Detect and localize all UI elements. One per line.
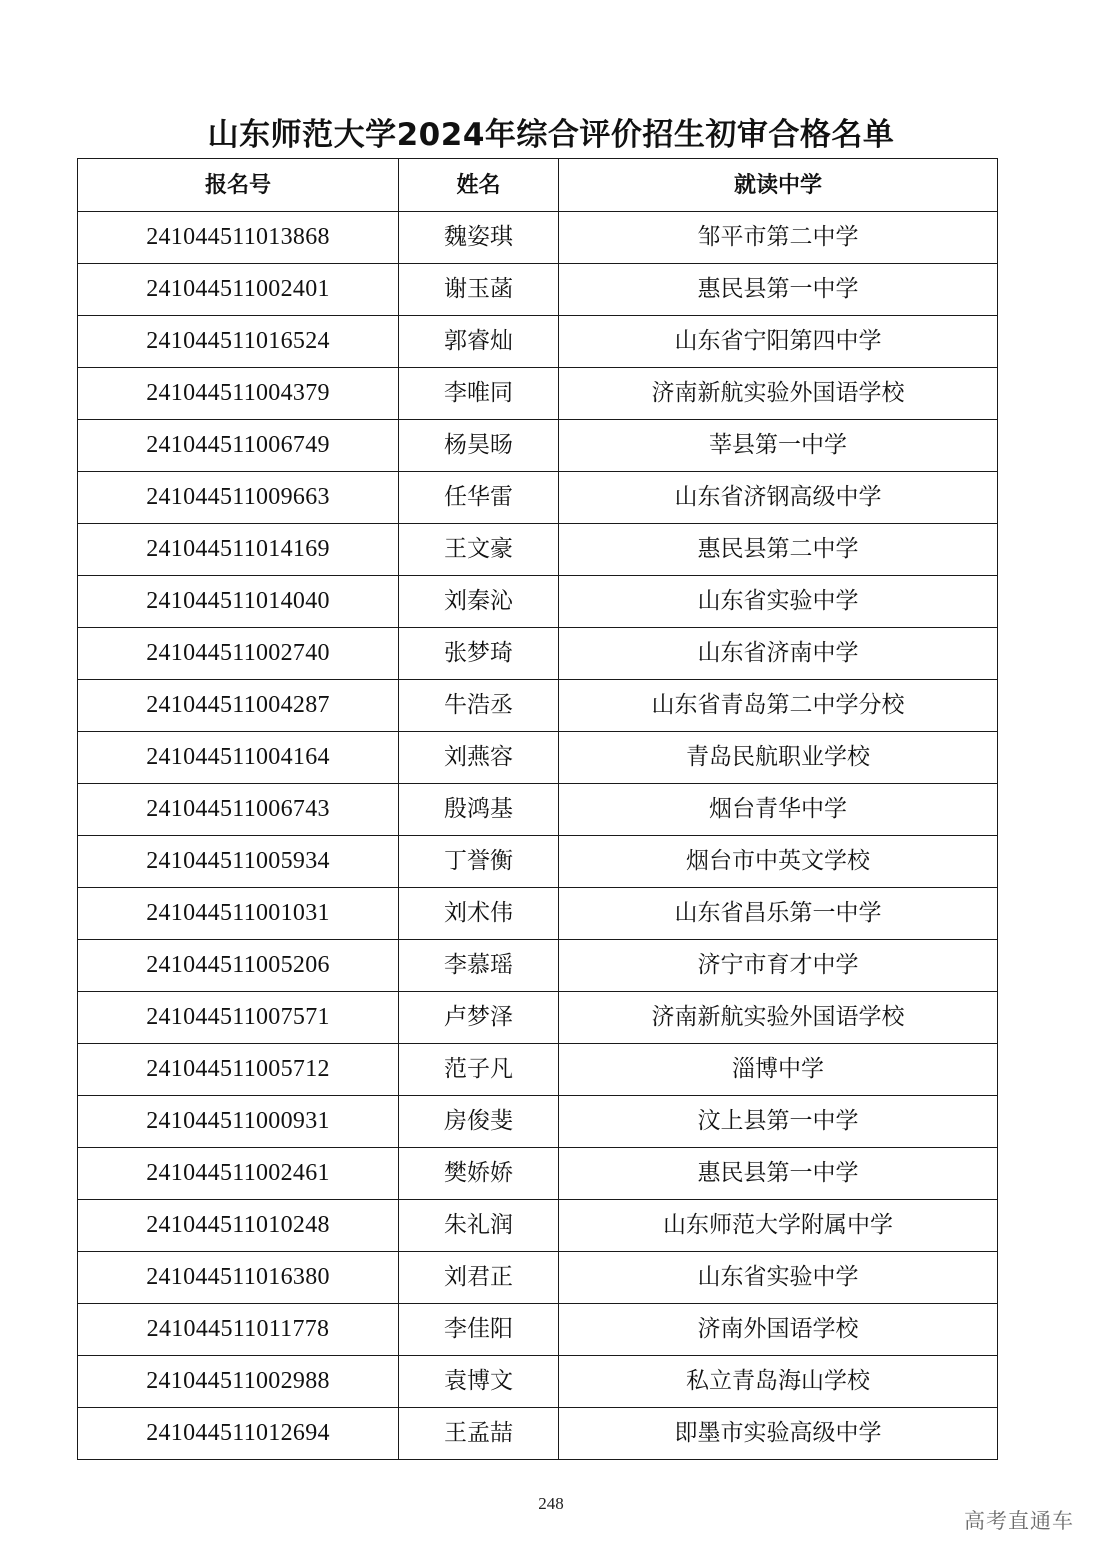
student-name-cell: 王孟喆 (399, 1408, 559, 1460)
school-cell: 山东省青岛第二中学分校 (559, 680, 998, 732)
student-name-cell: 范子凡 (399, 1044, 559, 1096)
header-registration-id: 报名号 (78, 159, 399, 212)
registration-id-cell: 241044511002740 (78, 628, 399, 680)
registration-id-cell: 241044511000931 (78, 1096, 399, 1148)
registration-id-cell: 241044511006749 (78, 420, 399, 472)
student-name-cell: 杨昊旸 (399, 420, 559, 472)
table-row (78, 1252, 998, 1304)
school-cell: 汶上县第一中学 (559, 1096, 998, 1148)
student-name-cell: 刘君正 (399, 1252, 559, 1304)
registration-id-cell: 241044511002461 (78, 1148, 399, 1200)
school-cell: 山东师范大学附属中学 (559, 1200, 998, 1252)
table-row (78, 576, 998, 628)
school-cell: 山东省宁阳第四中学 (559, 316, 998, 368)
table-row (78, 732, 998, 784)
student-name-cell: 魏姿琪 (399, 212, 559, 264)
table-row (78, 420, 998, 472)
table-row (78, 992, 998, 1044)
student-name-cell: 刘术伟 (399, 888, 559, 940)
student-name-cell: 李唯同 (399, 368, 559, 420)
school-cell: 济南新航实验外国语学校 (559, 992, 998, 1044)
watermark-text: 高考直通车 (964, 1509, 1074, 1533)
table-row (78, 836, 998, 888)
student-name-cell: 张梦琦 (399, 628, 559, 680)
student-name-cell: 李慕瑶 (399, 940, 559, 992)
table-header-row (78, 159, 998, 212)
table-row (78, 524, 998, 576)
school-cell: 山东省济钢高级中学 (559, 472, 998, 524)
registration-id-cell: 241044511014169 (78, 524, 399, 576)
registration-id-cell: 241044511010248 (78, 1200, 399, 1252)
student-name-cell: 任华雷 (399, 472, 559, 524)
student-name-cell: 丁誉衡 (399, 836, 559, 888)
registration-id-cell: 241044511013868 (78, 212, 399, 264)
school-cell: 烟台青华中学 (559, 784, 998, 836)
table-row (78, 784, 998, 836)
school-cell: 惠民县第一中学 (559, 1148, 998, 1200)
registration-id-cell: 241044511001031 (78, 888, 399, 940)
table-row (78, 1408, 998, 1460)
roster-table (77, 158, 998, 1460)
registration-id-cell: 241044511006743 (78, 784, 399, 836)
student-name-cell: 刘燕容 (399, 732, 559, 784)
school-cell: 即墨市实验高级中学 (559, 1408, 998, 1460)
school-cell: 邹平市第二中学 (559, 212, 998, 264)
table-row (78, 680, 998, 732)
registration-id-cell: 241044511016524 (78, 316, 399, 368)
table-row (78, 472, 998, 524)
school-cell: 济南外国语学校 (559, 1304, 998, 1356)
school-cell: 济南新航实验外国语学校 (559, 368, 998, 420)
student-name-cell: 牛浩丞 (399, 680, 559, 732)
table-row (78, 1200, 998, 1252)
registration-id-cell: 241044511004287 (78, 680, 399, 732)
school-cell: 山东省实验中学 (559, 1252, 998, 1304)
registration-id-cell: 241044511004164 (78, 732, 399, 784)
school-cell: 惠民县第一中学 (559, 264, 998, 316)
table-row (78, 1356, 998, 1408)
table-row (78, 212, 998, 264)
table-row (78, 888, 998, 940)
school-cell: 烟台市中英文学校 (559, 836, 998, 888)
table-row (78, 368, 998, 420)
table-row (78, 264, 998, 316)
registration-id-cell: 241044511007571 (78, 992, 399, 1044)
student-name-cell: 房俊斐 (399, 1096, 559, 1148)
registration-id-cell: 241044511005712 (78, 1044, 399, 1096)
school-cell: 山东省实验中学 (559, 576, 998, 628)
registration-id-cell: 241044511002988 (78, 1356, 399, 1408)
table-row (78, 316, 998, 368)
registration-id-cell: 241044511004379 (78, 368, 399, 420)
registration-id-cell: 241044511005206 (78, 940, 399, 992)
student-name-cell: 刘秦沁 (399, 576, 559, 628)
registration-id-cell: 241044511009663 (78, 472, 399, 524)
registration-id-cell: 241044511005934 (78, 836, 399, 888)
table-row (78, 1044, 998, 1096)
student-name-cell: 李佳阳 (399, 1304, 559, 1356)
page-number: 248 (538, 1494, 564, 1513)
school-cell: 山东省昌乐第一中学 (559, 888, 998, 940)
registration-id-cell: 241044511016380 (78, 1252, 399, 1304)
page-title: 山东师范大学2024年综合评价招生初审合格名单 (207, 117, 895, 153)
school-cell: 私立青岛海山学校 (559, 1356, 998, 1408)
header-school: 就读中学 (559, 159, 998, 212)
table-row (78, 1148, 998, 1200)
student-name-cell: 王文豪 (399, 524, 559, 576)
school-cell: 惠民县第二中学 (559, 524, 998, 576)
student-name-cell: 袁博文 (399, 1356, 559, 1408)
student-name-cell: 朱礼润 (399, 1200, 559, 1252)
school-cell: 青岛民航职业学校 (559, 732, 998, 784)
student-name-cell: 谢玉菡 (399, 264, 559, 316)
registration-id-cell: 241044511014040 (78, 576, 399, 628)
school-cell: 淄博中学 (559, 1044, 998, 1096)
school-cell: 济宁市育才中学 (559, 940, 998, 992)
student-name-cell: 樊娇娇 (399, 1148, 559, 1200)
registration-id-cell: 241044511012694 (78, 1408, 399, 1460)
registration-id-cell: 241044511011778 (78, 1304, 399, 1356)
registration-id-cell: 241044511002401 (78, 264, 399, 316)
header-name: 姓名 (399, 159, 559, 212)
table-row (78, 1096, 998, 1148)
table-row (78, 940, 998, 992)
school-cell: 莘县第一中学 (559, 420, 998, 472)
student-name-cell: 卢梦泽 (399, 992, 559, 1044)
table-row (78, 1304, 998, 1356)
table-row (78, 628, 998, 680)
student-name-cell: 郭睿灿 (399, 316, 559, 368)
student-name-cell: 殷鸿基 (399, 784, 559, 836)
school-cell: 山东省济南中学 (559, 628, 998, 680)
